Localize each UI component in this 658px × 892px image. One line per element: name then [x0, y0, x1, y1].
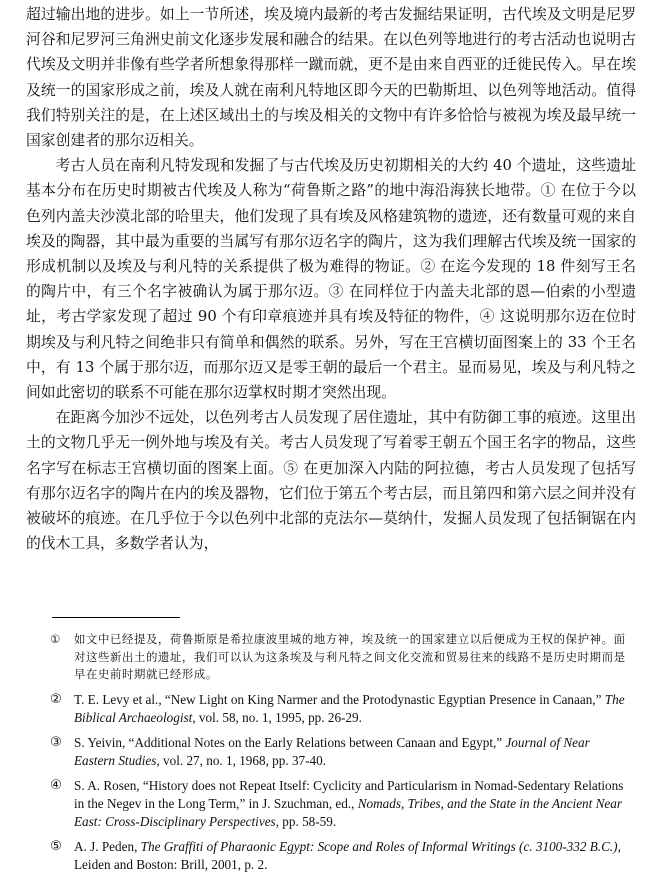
footnote-3: [44, 734, 634, 770]
citation-source: The Biblical Archaeologist: [74, 691, 625, 725]
footnote-2: [44, 691, 634, 727]
footnote-mark: ③: [50, 734, 62, 750]
footnote-mark: ①: [50, 632, 61, 646]
footnote-mark: ④: [50, 777, 62, 793]
footnote-mark: ⑤: [50, 838, 62, 854]
footnote-separator: [52, 617, 180, 618]
footnote-4: [44, 777, 634, 831]
citation-details: , vol. 27, no. 1, 1968, pp. 37-40.: [156, 752, 327, 768]
footnote-5: [44, 838, 634, 874]
citation-details: , vol. 58, no. 1, 1995, pp. 26-29.: [192, 709, 362, 725]
footnote-1: [44, 631, 634, 684]
footnotes: [44, 631, 634, 874]
citation-source: Nomads, Tribes, and the State in the Ancient Near East: Cross-Disciplinary Perspectives: [74, 795, 622, 829]
footnote-mark: ②: [50, 691, 62, 707]
citation-source: The Graffiti of Pharaonic Egypt: Scope and Roles of Informal Writings (c. 3100-332 B.C.): [140, 838, 618, 854]
citation-source: Journal of Near Eastern Studies: [74, 734, 590, 768]
paragraph-1: 超过输出地的进步。如上一节所述，埃及境内最新的考古发掘结果证明，古代埃及文明是尼罗河谷和尼罗河三角洲史前文化逐步发展和融合的结果。在以色列等地进行的考古活动也说明古代埃及文明并非像有些学者所想象得那样一蹴而就，更不是由来自西亚的迁徙民传入。早在埃及统一的国家形成之前，埃及人就在南利凡特地区即今天的巴勒斯坦、以色列等地活动。值得我们特别关注的是，在上述区域出土的与埃及相关的文物中有许多恰恰与被视为埃及最早统一国家创建者的那尔迈相关。: [26, 6, 636, 150]
footnote-text: 如文中已经提及，荷鲁斯原是希拉康波里城的地方神，埃及统一的国家建立以后便成为王权的保护神。面对这些新出土的遗址，我们可以认为这条埃及与利凡特之间文化交流和贸易往来的线路不是历史时期而是早在史前时期就已经形成。: [74, 632, 626, 682]
citation-authors-title: T. E. Levy et al., “New Light on King Narmer and the Protodynastic Egyptian Presence in Canaan,”: [74, 691, 605, 707]
citation-details: , Leiden and Boston: Brill, 2001, p. 2.: [74, 838, 621, 872]
citation-authors-title: A. J. Peden,: [74, 838, 141, 854]
citation-details: , pp. 58-59.: [275, 813, 337, 829]
main-text: [26, 2, 636, 556]
paragraph-3: 在距离今加沙不远处，以色列考古人员发现了居住遗址，其中有防御工事的痕迹。这里出土的文物几乎无一例外地与埃及有关。考古人员发现了写着零王朝五个国王名字的物品，这些名字写在标志王宫横切面的图案上面。⑤ 在更加深入内陆的阿拉德，考古人员发现了包括写有那尔迈名字的陶片在内的埃及器物，它们位于第五个考古层，而且第四和第六层之间并没有被破坏的痕迹。在几乎位于今以色列中北部的克法尔—莫纳什，发掘人员发现了包括铜锯在内的伐木工具，多数学者认为，: [26, 409, 636, 553]
citation-authors-title: S. Yeivin, “Additional Notes on the Early Relations between Canaan and Egypt,”: [74, 734, 506, 750]
paragraph-2: 考古人员在南利凡特发现和发掘了与古代埃及历史初期相关的大约 40 个遗址，这些遗址基本分布在历史时期被古代埃及人称为“荷鲁斯之路”的地中海沿海狭长地带。① 在位于今以色列内盖夫沙漠北部的哈里夫，他们发现了具有埃及风格建筑物的遗迹，还有数量可观的来自埃及的陶器，其中最为重要的当属写有那尔迈名字的陶片，这为我们理解古代埃及统一国家的形成机制以及埃及与利凡特的关系提供了极为难得的物证。② 在迄今发现的 18 件刻写王名的陶片中，有三个名字被确认为属于那尔迈。③ 在同样位于内盖夫北部的恩—伯索的小型遗址，考古学家发现了超过 90 个有印章痕迹并具有埃及特征的物件，④ 这说明那尔迈在位时期埃及与利凡特之间绝非只有简单和偶然的联系。另外，写在王宫横切面图案上的 33 个王名中，有 13 个属于那尔迈，而那尔迈又是零王朝的最后一个君主。显而易见，埃及与利凡特之间如此密切的联系不可能在那尔迈掌权时期才突然出现。: [26, 157, 636, 402]
citation-authors-title: S. A. Rosen, “History does not Repeat Itself: Cyclicity and Particularism in Nomad-Sedentary Relations in the Negev in the Long Term,” in J. Szuchman, ed.,: [74, 777, 624, 811]
